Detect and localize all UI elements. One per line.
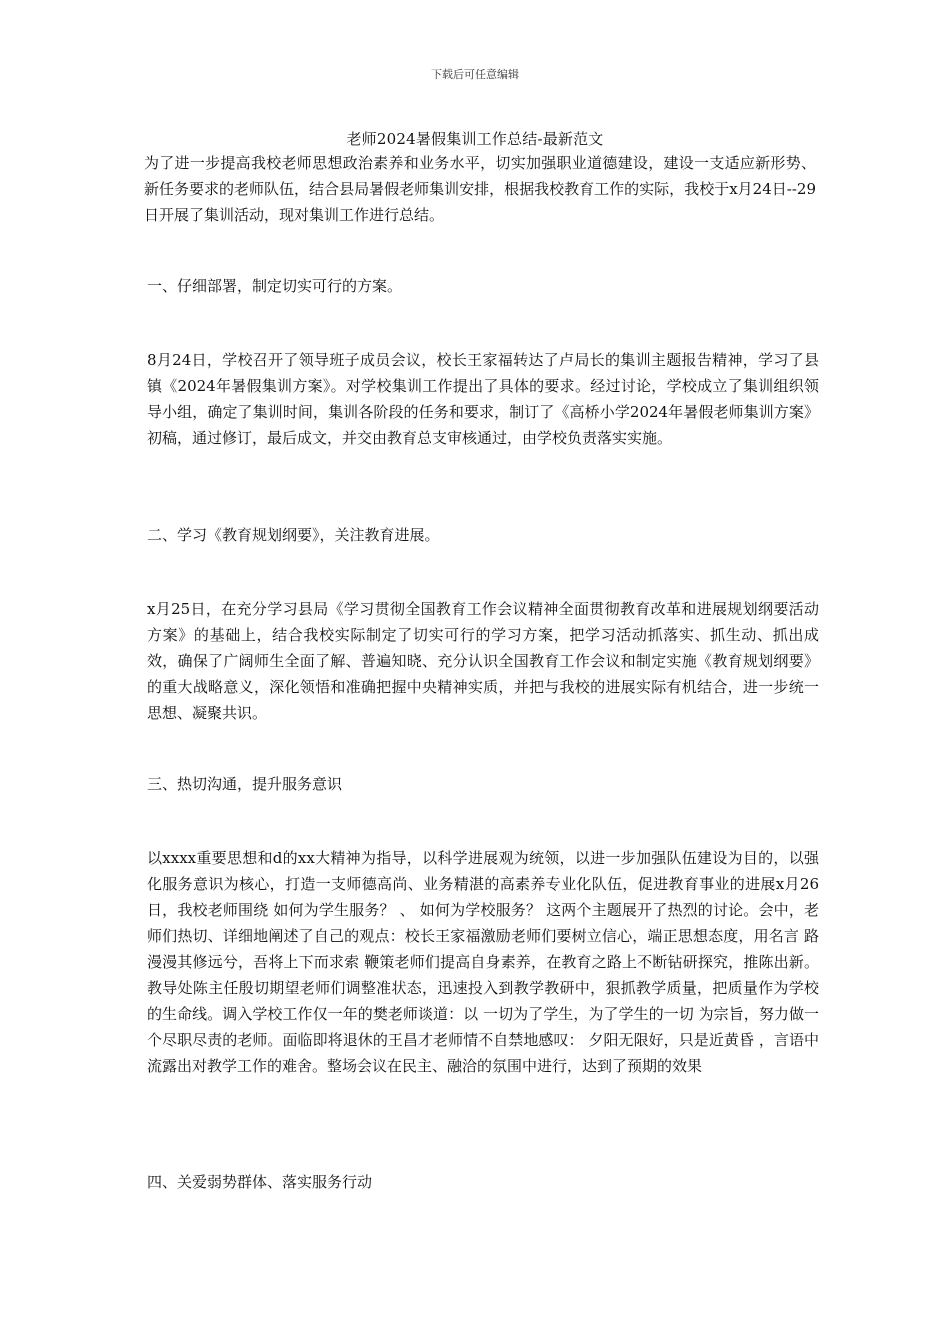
section-1-paragraph: 8月24日，学校召开了领导班子成员会议，校长王家福转达了卢局长的集训主题报告精神，学习了县镇《2024年暑假集训方案》。对学校集训工作提出了具体的要求。经过讨论，学校成立了集训组织领导小组，确定了集训时间，集训各阶段的任务和要求，制订了《高桥小学2024年暑假老师集训方案》初稿，通过修订，最后成文，并交由教育总支审核通过，由学校负责落实实施。 bbox=[147, 351, 819, 447]
intro-paragraph: 为了进一步提高我校老师思想政治素养和业务水平，切实加强职业道德建设，建设一支适应新形势、新任务要求的老师队伍，结合县局暑假老师集训安排，根据我校教育工作的实际，我校于x月24日--29日开展了集训活动，现对集训工作进行总结。 bbox=[144, 154, 816, 224]
section-1-heading: 一、仔细部署，制定切实可行的方案。 bbox=[147, 277, 403, 295]
section-3-heading: 三、热切沟通，提升服务意识 bbox=[147, 775, 343, 793]
section-3-paragraph: 以xxxx重要思想和d的xx大精神为指导，以科学进展观为统领，以进一步加强队伍建设为目的，以强化服务意识为核心，打造一支师德高尚、业务精湛的高素养专业化队伍，促进教育事业的进展x月26日，我校老师围绕 如何为学生服务？ 、 如何为学校服务？ 这两个主题展开了热烈的讨论。会中，老师们热切、详细地阐述了自己的观点：校长王家福激励老师们要树立信心，端正思想态度，用名言 路漫漫其修远兮，吾将上下而求索 鞭策老师们提高自身素养，在教育之路上不断钻研探究，推陈出新。教导处陈主任殷切期望老师们调整准状态，迅速投入到教学教研中，狠抓教学质量，把质量作为学校的生命线。调入学校工作仅一年的樊老师谈道：以 一切为了学生，为了学生的一切 为宗旨，努力做一个尽职尽责的老师。面临即将退休的王昌才老师情不自禁地感叹： 夕阳无限好，只是近黄昏 ，言语中流露出对教学工作的难舍。整场会议在民主、融洽的氛围中进行，达到了预期的效果 bbox=[147, 849, 819, 1075]
section-2-paragraph: x月25日，在充分学习县局《学习贯彻全国教育工作会议精神全面贯彻教育改革和进展规划纲要活动方案》的基础上，结合我校实际制定了切实可行的学习方案，把学习活动抓落实、抓生动、抓出成效，确保了广阔师生全面了解、普遍知晓、充分认识全国教育工作会议和制定实施《教育规划纲要》的重大战略意义，深化领悟和准确把握中央精神实质，并把与我校的进展实际有机结合，进一步统一思想、凝聚共识。 bbox=[147, 600, 819, 722]
document-title: 老师2024暑假集训工作总结-最新范文 bbox=[346, 130, 604, 148]
header-note: 下载后可任意编辑 bbox=[431, 68, 519, 81]
section-4-heading: 四、关爱弱势群体、落实服务行动 bbox=[147, 1173, 373, 1191]
section-2-heading: 二、学习《教育规划纲要》，关注教育进展。 bbox=[147, 526, 440, 544]
